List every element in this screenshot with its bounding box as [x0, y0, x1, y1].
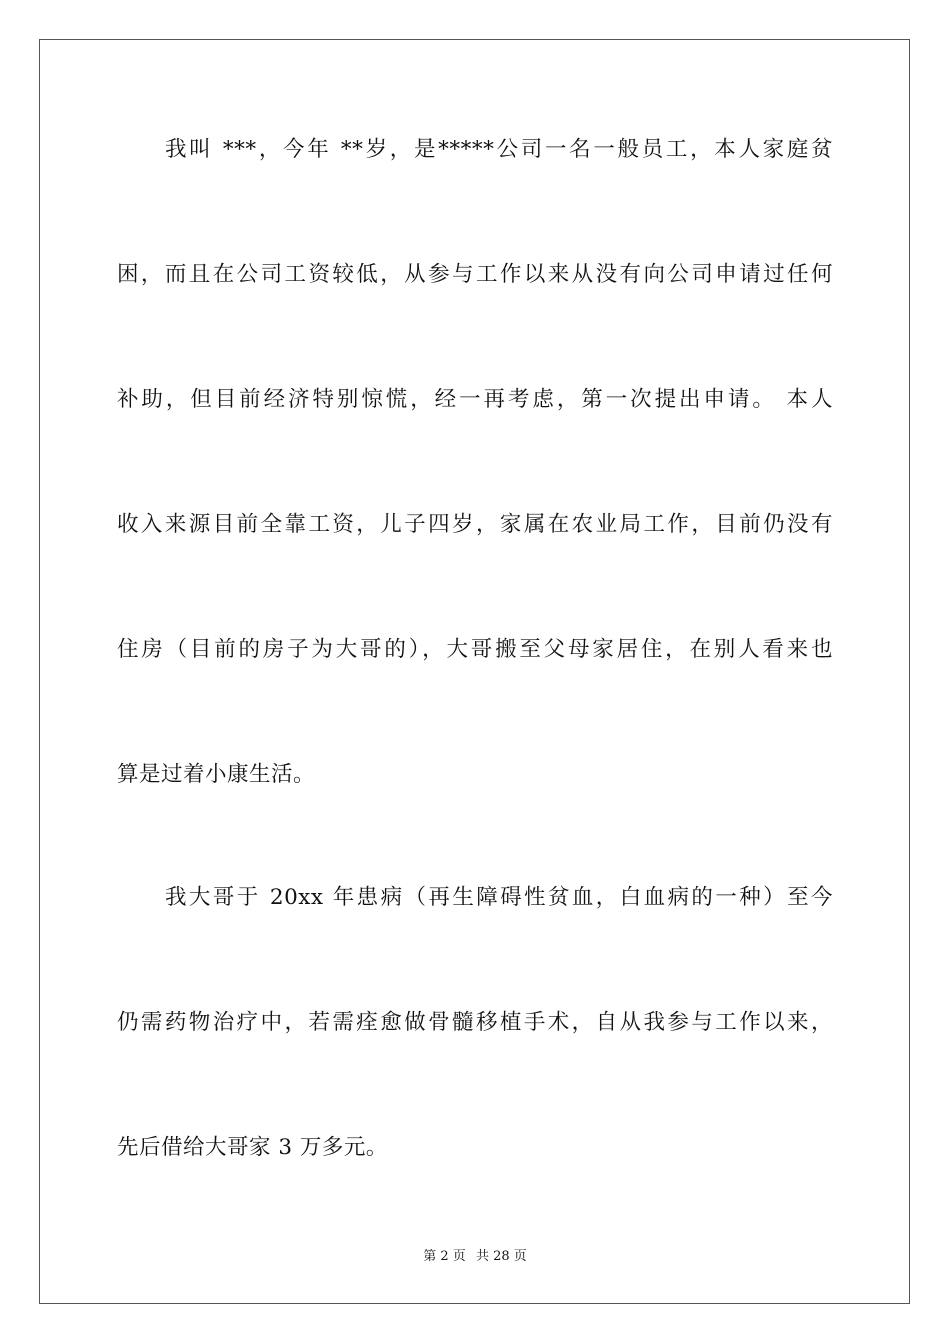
paragraph-1-line-1: 我叫 ***，今年 **岁，是*****公司一名一般员工，本人家庭贫 — [165, 137, 833, 162]
page-number: 第 2 页 — [423, 1249, 466, 1264]
paragraph-2-line-3: 先后借给大哥家 3 万多元。 — [117, 1135, 388, 1160]
paragraph-1-line-5: 住房（目前的房子为大哥的），大哥搬至父母家居住，在别人看来也 — [117, 637, 833, 662]
page-footer — [0, 1248, 950, 1266]
paragraph-1-line-6: 算是过着小康生活。 — [117, 762, 316, 787]
paragraph-1-line-2: 困，而且在公司工资较低，从参与工作以来从没有向公司申请过任何 — [117, 262, 833, 287]
total-pages: 共 28 页 — [475, 1249, 527, 1264]
page-border — [39, 39, 910, 1304]
paragraph-2-line-2: 仍需药物治疗中，若需痊愈做骨髓移植手术，自从我参与工作以来， — [117, 1010, 833, 1035]
paragraph-1-line-4: 收入来源目前全靠工资，儿子四岁，家属在农业局工作，目前仍没有 — [117, 512, 833, 537]
paragraph-1-line-3: 补助，但目前经济特别惊慌，经一再考虑，第一次提出申请。 本人 — [117, 387, 833, 412]
paragraph-2-line-1: 我大哥于 20xx 年患病（再生障碍性贫血，白血病的一种）至今 — [165, 885, 833, 910]
